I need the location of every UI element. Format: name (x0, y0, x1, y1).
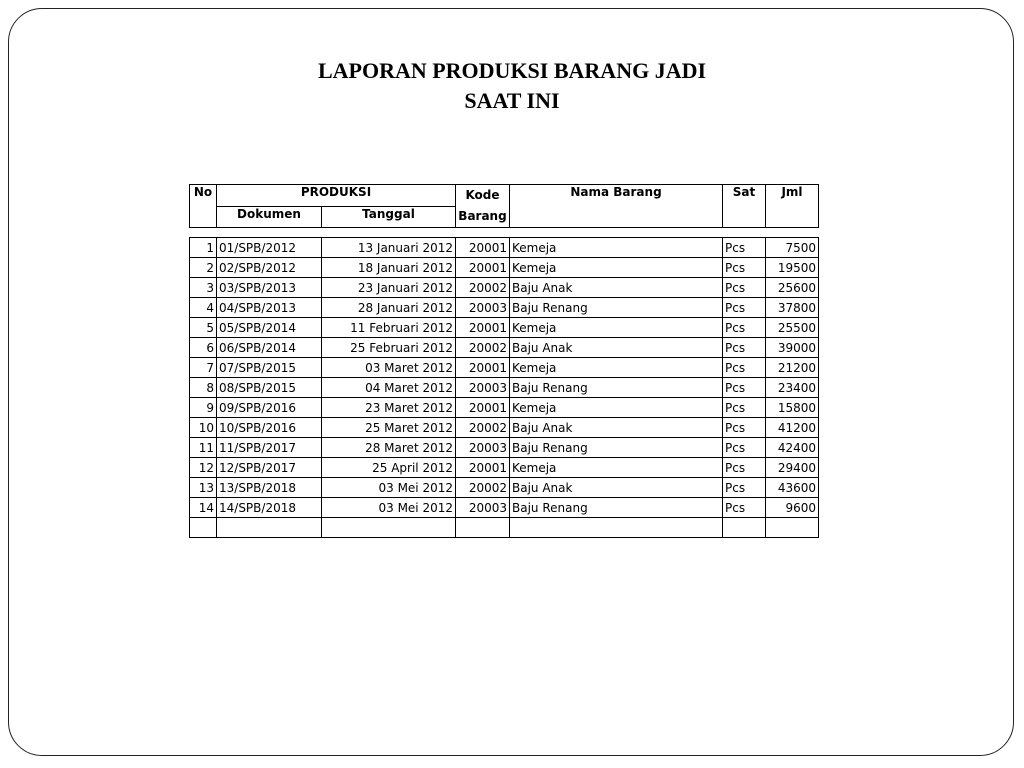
cell-tanggal: 03 Mei 2012 (322, 498, 456, 518)
cell-nama: Baju Anak (510, 338, 723, 358)
cell-nama: Baju Renang (510, 498, 723, 518)
table-row (190, 478, 819, 498)
cell-nama: Baju Anak (510, 278, 723, 298)
cell-dokumen: 05/SPB/2014 (217, 318, 322, 338)
cell-no: 2 (190, 258, 217, 278)
cell-sat: Pcs (723, 438, 766, 458)
table-row (190, 318, 819, 338)
cell-no: 11 (190, 438, 217, 458)
cell-dokumen: 09/SPB/2016 (217, 398, 322, 418)
header-tanggal: Tanggal (322, 206, 456, 228)
cell-nama: Kemeja (510, 258, 723, 278)
cell-jml: 43600 (766, 478, 819, 498)
cell-sat: Pcs (723, 318, 766, 338)
report-title (0, 56, 1024, 116)
cell-nama: Baju Anak (510, 418, 723, 438)
report-title-line-2: SAAT INI (464, 88, 560, 113)
table-body (190, 228, 819, 538)
cell-kode: 20003 (456, 498, 510, 518)
cell-jml: 7500 (766, 238, 819, 258)
table-row (190, 378, 819, 398)
cell-dokumen: 13/SPB/2018 (217, 478, 322, 498)
cell-no: 9 (190, 398, 217, 418)
cell-dokumen: 10/SPB/2016 (217, 418, 322, 438)
cell-no: 7 (190, 358, 217, 378)
header-jml: Jml (766, 185, 819, 228)
cell-kode: 20003 (456, 298, 510, 318)
cell-sat: Pcs (723, 398, 766, 418)
cell-kode: 20001 (456, 458, 510, 478)
empty-cell (322, 518, 456, 538)
cell-jml: 15800 (766, 398, 819, 418)
table-row (190, 338, 819, 358)
cell-nama: Kemeja (510, 238, 723, 258)
empty-cell (217, 518, 322, 538)
cell-nama: Baju Renang (510, 438, 723, 458)
cell-jml: 25500 (766, 318, 819, 338)
header-nama-barang: Nama Barang (510, 185, 723, 228)
header-kode-line-1: Kode (465, 188, 500, 202)
empty-cell (190, 518, 217, 538)
cell-dokumen: 06/SPB/2014 (217, 338, 322, 358)
cell-jml: 29400 (766, 458, 819, 478)
cell-tanggal: 23 Maret 2012 (322, 398, 456, 418)
cell-kode: 20001 (456, 358, 510, 378)
cell-tanggal: 18 Januari 2012 (322, 258, 456, 278)
spacer-row (190, 228, 819, 238)
cell-kode: 20003 (456, 438, 510, 458)
cell-sat: Pcs (723, 278, 766, 298)
cell-dokumen: 14/SPB/2018 (217, 498, 322, 518)
cell-sat: Pcs (723, 258, 766, 278)
header-sat: Sat (723, 185, 766, 228)
cell-tanggal: 25 April 2012 (322, 458, 456, 478)
empty-row (190, 518, 819, 538)
cell-kode: 20001 (456, 238, 510, 258)
cell-dokumen: 03/SPB/2013 (217, 278, 322, 298)
cell-sat: Pcs (723, 498, 766, 518)
cell-kode: 20003 (456, 378, 510, 398)
cell-jml: 39000 (766, 338, 819, 358)
empty-cell (723, 518, 766, 538)
cell-no: 8 (190, 378, 217, 398)
cell-jml: 42400 (766, 438, 819, 458)
cell-kode: 20002 (456, 278, 510, 298)
cell-kode: 20002 (456, 478, 510, 498)
cell-nama: Kemeja (510, 398, 723, 418)
table-row (190, 258, 819, 278)
empty-cell (456, 518, 510, 538)
cell-tanggal: 25 Februari 2012 (322, 338, 456, 358)
cell-tanggal: 03 Maret 2012 (322, 358, 456, 378)
cell-no: 12 (190, 458, 217, 478)
cell-sat: Pcs (723, 458, 766, 478)
cell-jml: 23400 (766, 378, 819, 398)
cell-tanggal: 03 Mei 2012 (322, 478, 456, 498)
cell-sat: Pcs (723, 478, 766, 498)
cell-no: 13 (190, 478, 217, 498)
cell-tanggal: 28 Januari 2012 (322, 298, 456, 318)
cell-no: 1 (190, 238, 217, 258)
cell-jml: 21200 (766, 358, 819, 378)
cell-tanggal: 13 Januari 2012 (322, 238, 456, 258)
header-produksi: PRODUKSI (217, 185, 456, 207)
cell-dokumen: 11/SPB/2017 (217, 438, 322, 458)
table-row (190, 358, 819, 378)
cell-no: 4 (190, 298, 217, 318)
cell-dokumen: 02/SPB/2012 (217, 258, 322, 278)
production-table (189, 184, 819, 538)
cell-tanggal: 04 Maret 2012 (322, 378, 456, 398)
table-row (190, 398, 819, 418)
cell-kode: 20001 (456, 258, 510, 278)
cell-dokumen: 07/SPB/2015 (217, 358, 322, 378)
cell-jml: 9600 (766, 498, 819, 518)
cell-no: 14 (190, 498, 217, 518)
cell-jml: 19500 (766, 258, 819, 278)
cell-sat: Pcs (723, 238, 766, 258)
table-row (190, 458, 819, 478)
header-kode-line-2: Barang (458, 209, 507, 223)
table-row (190, 498, 819, 518)
table-row (190, 278, 819, 298)
cell-kode: 20002 (456, 338, 510, 358)
cell-nama: Kemeja (510, 458, 723, 478)
cell-kode: 20001 (456, 398, 510, 418)
header-dokumen: Dokumen (217, 206, 322, 228)
cell-sat: Pcs (723, 358, 766, 378)
cell-sat: Pcs (723, 418, 766, 438)
cell-tanggal: 11 Februari 2012 (322, 318, 456, 338)
cell-no: 5 (190, 318, 217, 338)
table-row (190, 298, 819, 318)
cell-kode: 20002 (456, 418, 510, 438)
cell-dokumen: 08/SPB/2015 (217, 378, 322, 398)
table-row (190, 418, 819, 438)
cell-jml: 41200 (766, 418, 819, 438)
cell-nama: Baju Renang (510, 378, 723, 398)
empty-cell (766, 518, 819, 538)
cell-sat: Pcs (723, 298, 766, 318)
cell-dokumen: 04/SPB/2013 (217, 298, 322, 318)
empty-cell (510, 518, 723, 538)
header-kode-barang (456, 185, 510, 228)
cell-tanggal: 25 Maret 2012 (322, 418, 456, 438)
cell-no: 6 (190, 338, 217, 358)
cell-tanggal: 28 Maret 2012 (322, 438, 456, 458)
cell-nama: Baju Anak (510, 478, 723, 498)
report-title-line-1: LAPORAN PRODUKSI BARANG JADI (317, 58, 707, 83)
cell-no: 3 (190, 278, 217, 298)
cell-jml: 37800 (766, 298, 819, 318)
cell-nama: Kemeja (510, 318, 723, 338)
cell-sat: Pcs (723, 378, 766, 398)
table-row (190, 438, 819, 458)
cell-nama: Baju Renang (510, 298, 723, 318)
cell-dokumen: 01/SPB/2012 (217, 238, 322, 258)
cell-tanggal: 23 Januari 2012 (322, 278, 456, 298)
cell-dokumen: 12/SPB/2017 (217, 458, 322, 478)
cell-kode: 20001 (456, 318, 510, 338)
cell-sat: Pcs (723, 338, 766, 358)
cell-no: 10 (190, 418, 217, 438)
cell-jml: 25600 (766, 278, 819, 298)
header-no: No (190, 185, 217, 228)
cell-nama: Kemeja (510, 358, 723, 378)
table-row (190, 238, 819, 258)
